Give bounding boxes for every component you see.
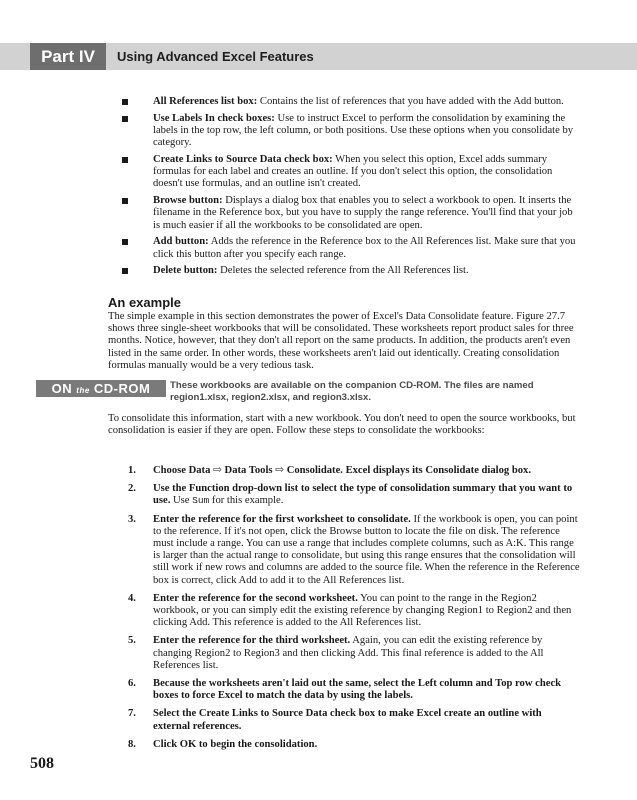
step-bold-text: Use the Function drop-down list to select the type of consolidation summary that you want to use. xyxy=(153,483,573,507)
bullet-item xyxy=(122,113,577,150)
step-bold-text: Enter the reference for the second worksheet. xyxy=(153,592,358,604)
cd-badge-cdrom: CD-ROM xyxy=(93,381,151,396)
bullet-term: Add button: xyxy=(153,236,209,248)
step-bold-text: Choose Data ⇨ Data Tools ⇨ Consolidate. Excel displays its Consolidate dialog box. xyxy=(153,465,531,476)
step-item xyxy=(128,635,580,672)
bullet-text: Displays a dialog box that enables you to select a workbook to open. It inserts the filename in the Reference box, but you have to supply the range reference. You'll find that your job is much easier if all the workbooks to be consolidated are open. xyxy=(153,195,573,231)
step-number: 1. xyxy=(128,465,136,476)
bullet-item xyxy=(122,265,577,277)
section-heading: An example xyxy=(108,295,181,310)
step-item xyxy=(128,514,580,587)
bullet-text: When you select this option, Excel adds summary formulas for each label and creates an outline. If you don't select this option, the consolidation doesn't use formulas, and an outline isn't created. xyxy=(153,154,553,190)
bullet-text: Adds the reference in the Reference box to the All References list. Make sure that you click this button after you specify each range. xyxy=(153,236,576,260)
step-text: Again, you can edit the existing reference by changing Region2 to Region3 and then clicking Add. This final reference is added to the All References list. xyxy=(153,635,544,671)
step-number: 3. xyxy=(128,513,136,525)
step-item xyxy=(128,739,580,751)
bullet-item xyxy=(122,236,577,260)
step-bold-text: Because the worksheets aren't laid out the same, select the Left column and Top row check boxes to force Excel to match the data by using the labels. xyxy=(153,678,562,702)
cd-badge-the: the xyxy=(76,386,90,395)
bullet-square-icon xyxy=(122,116,128,122)
bullet-square-icon xyxy=(122,268,128,274)
consolidation-steps xyxy=(128,465,580,757)
step-bold-text: Enter the reference for the third worksheet. xyxy=(153,635,351,647)
step-text: If the workbook is open, you can point to the reference. If it's not open, click the Browse button to locate the file on disk. The reference must include a range. You can use a range that includes complete columns, such as A:K. This range is larger than the actual range to consolidate, but using this range ensures that the consolidation will still work if new rows and columns are added to the source file. When the reference in the Reference box is correct, click Add to add it to the All References list. xyxy=(153,513,580,586)
bullet-term: Browse button: xyxy=(153,195,223,207)
step-code: Sum xyxy=(192,495,210,507)
step-item xyxy=(128,465,580,477)
intro-paragraph: The simple example in this section demonstrates the power of Excel's Data Consolidate feature. Figure 27.7 shows three single-sheet workbooks that will be consolidated. These worksheets report product sales for three months. Notice, however, that they don't all report on the same products. In addition, the products aren't even listed in the same order. In other words, these worksheets aren't laid out identically. Creating consolidation formulas manually would be a very tedious task. xyxy=(108,311,574,371)
step-text: You can point to the range in the Region2 workbook, or you can simply edit the existing reference by changing Region1 to Region2 and then clicking Add. This reference is added to the All References list. xyxy=(153,592,572,629)
steps-intro-paragraph: To consolidate this information, start with a new workbook. You don't need to open the source workbooks, but consolidation is easier if they are open. Follow these steps to consolidate the workbooks: xyxy=(108,413,576,437)
bullet-text: Use to instruct Excel to perform the consolidation by examining the labels in the top row, the left column, or both positions. Use these options when you consolidate by category. xyxy=(153,112,574,149)
step-number: 2. xyxy=(128,483,136,495)
bullet-item xyxy=(122,154,577,191)
part-label: Part IV xyxy=(30,43,106,70)
page-header xyxy=(0,43,637,70)
step-bold-text: Enter the reference for the first worksheet to consolidate. xyxy=(153,513,411,525)
step-item xyxy=(128,593,580,630)
step-number: 8. xyxy=(128,738,136,750)
bullet-text: Deletes the selected reference from the All References list. xyxy=(217,265,469,277)
bullet-term: Create Links to Source Data check box: xyxy=(153,154,333,165)
step-bold-text: Click OK to begin the consolidation. xyxy=(153,738,318,750)
bullet-square-icon xyxy=(122,157,128,163)
bullet-square-icon xyxy=(122,239,128,245)
step-number: 4. xyxy=(128,592,136,604)
bullet-term: All References list box: xyxy=(153,96,258,107)
bullet-square-icon xyxy=(122,198,128,204)
step-item xyxy=(128,678,580,702)
cd-rom-badge xyxy=(36,380,166,397)
header-title: Using Advanced Excel Features xyxy=(117,49,314,64)
cd-badge-on: ON xyxy=(51,381,73,396)
step-item xyxy=(128,483,580,507)
step-bold-text: Select the Create Links to Source Data check box to make Excel create an outline with external references. xyxy=(153,708,542,732)
bullet-term: Use Labels In check boxes: xyxy=(153,112,275,124)
step-number: 7. xyxy=(128,708,136,720)
cd-rom-note: These workbooks are available on the companion CD-ROM. The files are named region1.xlsx, region2.xlsx, and region3.xlsx. xyxy=(170,380,534,404)
options-bullet-list xyxy=(122,96,577,282)
step-text: Use xyxy=(170,495,193,507)
bullet-item xyxy=(122,195,577,232)
bullet-square-icon xyxy=(122,99,128,105)
step-number: 6. xyxy=(128,678,136,690)
step-number: 5. xyxy=(128,635,136,647)
bullet-text: Contains the list of references that you have added with the Add button. xyxy=(257,96,564,107)
page-number: 508 xyxy=(30,755,54,772)
bullet-item xyxy=(122,96,577,108)
step-text-end: for this example. xyxy=(209,495,284,507)
step-item xyxy=(128,708,580,732)
bullet-term: Delete button: xyxy=(153,265,218,277)
